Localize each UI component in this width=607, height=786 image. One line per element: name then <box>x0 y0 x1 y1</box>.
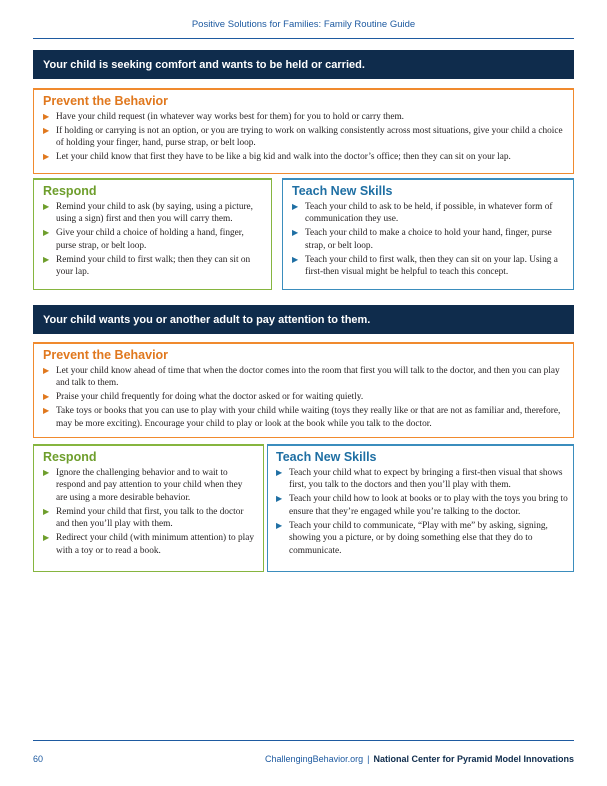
section1-teach-list <box>292 201 566 279</box>
list-item-text: Give your child a choice of holding a hand, finger, purse strap, or belt loop. <box>56 228 244 251</box>
list-item <box>43 151 564 163</box>
page-number: 60 <box>33 754 44 764</box>
right-triangle-icon: ▶ <box>276 468 283 477</box>
page-header-title: Positive Solutions for Families: Family Routine Guide <box>191 19 416 30</box>
list-item-text: Teach your child to ask to be held, if possible, in whatever form of communication they use. <box>305 202 553 225</box>
right-triangle-icon: ▶ <box>43 506 50 516</box>
right-triangle-icon: ▶ <box>43 366 50 375</box>
section1-teach-box <box>282 178 574 290</box>
list-item <box>43 125 564 150</box>
right-triangle-icon: ▶ <box>292 254 299 264</box>
right-triangle-icon: ▶ <box>276 520 283 530</box>
section1-banner: Your child is seeking comfort and wants to be held or carried. <box>33 50 574 79</box>
right-triangle-icon: ▶ <box>43 468 50 477</box>
footer-org-name: National Center for Pyramid Model Innovations <box>373 754 574 764</box>
right-triangle-icon: ▶ <box>43 533 50 543</box>
right-triangle-icon: ▶ <box>292 228 299 238</box>
list-item-text: Teach your child to make a choice to hold your hand, finger, purse strap, or belt loop. <box>305 228 552 251</box>
footer-credit <box>265 754 574 764</box>
list-item <box>292 201 566 226</box>
list-item <box>43 532 255 557</box>
footer-separator: | <box>367 754 370 764</box>
list-item-text: Teach your child to first walk, then they can sit on your lap. Using a first-then visual might be helpful to teach this concept. <box>305 254 558 278</box>
list-item-text: Remind your child to ask (by saying, using a picture, using a sign) first and then you will carry them. <box>56 202 254 225</box>
section1-prevent-list <box>43 111 564 164</box>
right-triangle-icon: ▶ <box>43 112 50 121</box>
section2-prevent-title: Prevent the Behavior <box>43 348 169 362</box>
header-divider <box>33 38 574 39</box>
right-triangle-icon: ▶ <box>43 126 50 135</box>
list-item <box>43 506 255 531</box>
right-triangle-icon: ▶ <box>276 494 283 504</box>
list-item <box>43 467 255 504</box>
list-item <box>43 254 262 279</box>
list-item-text: Redirect your child (with minimum attention) to play with a toy or to read a book. <box>56 533 255 556</box>
list-item <box>43 405 564 430</box>
footer-divider <box>33 740 574 741</box>
list-item-text: Let your child know ahead of time that when the doctor comes into the room that first you will talk to the doctor, and then you can play and talk to them. <box>56 366 560 389</box>
right-triangle-icon: ▶ <box>43 254 50 264</box>
section1-prevent-box <box>33 88 574 174</box>
section2-prevent-box <box>33 342 574 438</box>
footer-site-link[interactable]: ChallengingBehavior.org <box>265 754 364 764</box>
list-item <box>43 365 564 390</box>
right-triangle-icon: ▶ <box>292 202 299 211</box>
right-triangle-icon: ▶ <box>43 152 50 162</box>
right-triangle-icon: ▶ <box>43 202 50 211</box>
list-item-text: Ignore the challenging behavior and to wait to respond and pay attention to your child when they are using a more desirable behavior. <box>56 468 243 503</box>
list-item-text: Teach your child to communicate, “Play with me” by asking, signing, showing you a picture, or by doing something else that they do to communicate. <box>289 520 548 556</box>
list-item-text: If holding or carrying is not an option, or you are trying to work on walking consistently across most situations, give your child a choice of holding your finger, hand, purse strap, or belt loop. <box>56 126 563 149</box>
list-item-text: Teach your child what to expect by bringing a first-then visual that shows first, you talk to the doctors and then you’ll play with them. <box>289 468 563 491</box>
list-item-text: Remind your child to first walk; then they can sit on your lap. <box>56 254 251 278</box>
list-item <box>276 520 568 557</box>
section2-respond-box <box>33 444 264 572</box>
section2-respond-title: Respond <box>43 450 97 464</box>
list-item <box>292 254 566 279</box>
section1-respond-title: Respond <box>43 184 97 198</box>
list-item-text: Take toys or books that you can use to play with your child while waiting (toys they really like or that are not as familiar and, therefore, may be more exciting). Encourage your child to play or look at the book while you talk to the doctor. <box>56 406 561 429</box>
list-item-text: Let your child know that first they have to be like a big kid and walk into the doctor’s office; then they can sit on your lap. <box>56 152 511 163</box>
right-triangle-icon: ▶ <box>43 228 50 238</box>
list-item <box>43 111 564 123</box>
section1-teach-title: Teach New Skills <box>292 184 393 198</box>
list-item <box>43 201 262 226</box>
section2-banner: Your child wants you or another adult to pay attention to them. <box>33 305 574 334</box>
list-item-text: Remind your child that first, you talk to the doctor and then you’ll play with them. <box>56 506 244 530</box>
right-triangle-icon: ▶ <box>43 392 50 402</box>
section2-prevent-list <box>43 365 564 430</box>
list-item-text: Praise your child frequently for doing what the doctor asked or for waiting quietly. <box>56 392 364 403</box>
list-item <box>276 493 568 518</box>
list-item-text: Have your child request (in whatever way works best for them) for you to hold or carry them. <box>56 112 405 122</box>
list-item <box>43 391 564 403</box>
list-item <box>276 467 568 492</box>
section2-teach-box <box>267 444 574 572</box>
list-item-text: Teach your child how to look at books or to play with the toys you bring to ensure that they’re engaged while you’re talking to the doctor. <box>289 494 568 517</box>
section1-prevent-title: Prevent the Behavior <box>43 94 169 108</box>
section2-teach-list <box>276 467 568 557</box>
section2-respond-list <box>43 467 255 557</box>
list-item <box>292 227 566 252</box>
section1-respond-list <box>43 201 262 279</box>
list-item <box>43 227 262 252</box>
section1-respond-box <box>33 178 272 290</box>
right-triangle-icon: ▶ <box>43 406 50 416</box>
section2-teach-title: Teach New Skills <box>276 450 377 464</box>
